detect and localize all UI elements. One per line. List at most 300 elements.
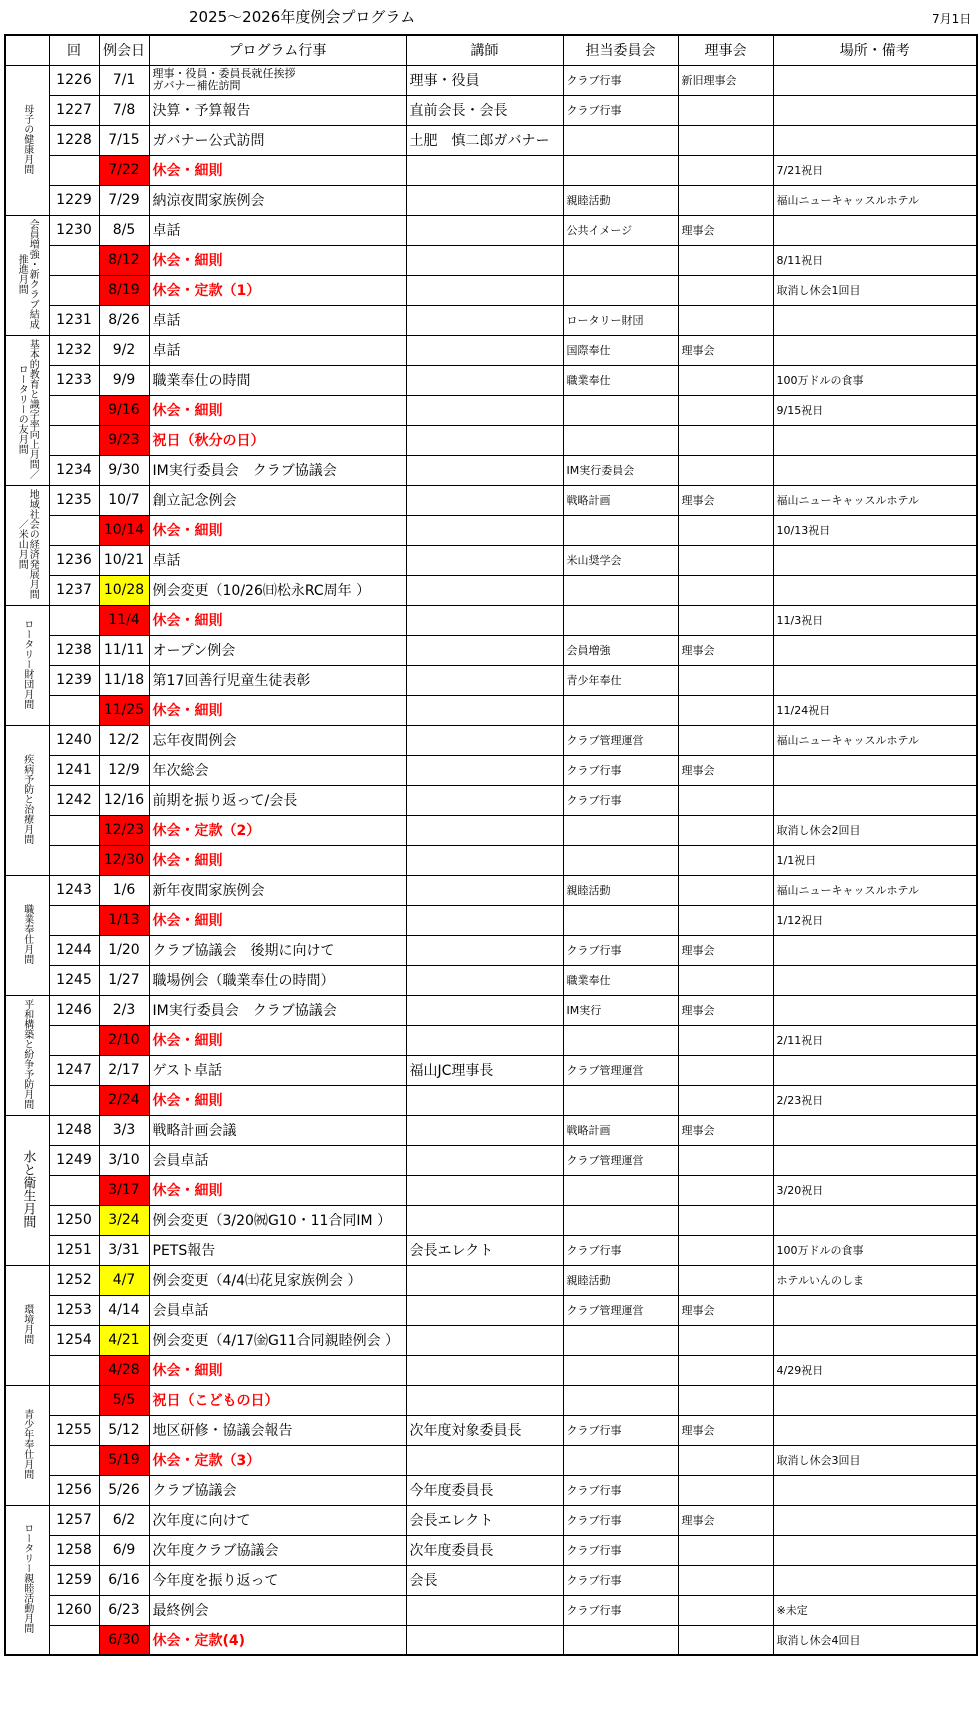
lecturer bbox=[406, 515, 563, 545]
header-month bbox=[5, 35, 49, 65]
location-note bbox=[773, 305, 977, 335]
meeting-date: 7/15 bbox=[99, 125, 149, 155]
meeting-number: 1226 bbox=[49, 65, 99, 95]
meeting-date: 8/19 bbox=[99, 275, 149, 305]
program-event: 休会・定款（1） bbox=[149, 275, 406, 305]
meeting-date: 10/7 bbox=[99, 485, 149, 515]
program-event: 休会・細則 bbox=[149, 845, 406, 875]
program-event: 卓話 bbox=[149, 545, 406, 575]
meeting-date: 8/12 bbox=[99, 245, 149, 275]
table-row bbox=[5, 845, 977, 875]
meeting-date: 10/28 bbox=[99, 575, 149, 605]
lecturer: 福山JC理事長 bbox=[406, 1055, 563, 1085]
table-row bbox=[5, 875, 977, 905]
location-note bbox=[773, 665, 977, 695]
table-row bbox=[5, 1355, 977, 1385]
lecturer bbox=[406, 965, 563, 995]
lecturer bbox=[406, 245, 563, 275]
lecturer bbox=[406, 1595, 563, 1625]
board-meeting bbox=[678, 1025, 773, 1055]
table-row bbox=[5, 1415, 977, 1445]
table-row bbox=[5, 215, 977, 245]
lecturer bbox=[406, 1355, 563, 1385]
program-event: 前期を振り返って/会長 bbox=[149, 785, 406, 815]
program-event: 今年度を振り返って bbox=[149, 1565, 406, 1595]
program-event: 休会・細則 bbox=[149, 1085, 406, 1115]
month-theme-label: 職業奉仕月間 bbox=[21, 903, 33, 964]
board-meeting bbox=[678, 365, 773, 395]
committee bbox=[563, 1325, 678, 1355]
meeting-number bbox=[49, 1085, 99, 1115]
meeting-date: 6/9 bbox=[99, 1535, 149, 1565]
table-row bbox=[5, 635, 977, 665]
table-row bbox=[5, 395, 977, 425]
meeting-date: 12/16 bbox=[99, 785, 149, 815]
location-note: 取消し休会2回目 bbox=[773, 815, 977, 845]
meeting-number bbox=[49, 815, 99, 845]
location-note bbox=[773, 1115, 977, 1145]
meeting-number: 1258 bbox=[49, 1535, 99, 1565]
meeting-number: 1259 bbox=[49, 1565, 99, 1595]
lecturer bbox=[406, 335, 563, 365]
committee: 公共イメージ bbox=[563, 215, 678, 245]
board-meeting bbox=[678, 395, 773, 425]
meeting-number: 1256 bbox=[49, 1475, 99, 1505]
table-row bbox=[5, 1115, 977, 1145]
meeting-number: 1260 bbox=[49, 1595, 99, 1625]
committee: クラブ管理運営 bbox=[563, 1295, 678, 1325]
board-meeting bbox=[678, 1235, 773, 1265]
board-meeting: 理事会 bbox=[678, 1115, 773, 1145]
program-event: 休会・細則 bbox=[149, 155, 406, 185]
table-row bbox=[5, 1535, 977, 1565]
program-event: 例会変更（4/17㈮G11合同親睦例会 ） bbox=[149, 1325, 406, 1355]
lecturer: 次年度委員長 bbox=[406, 1535, 563, 1565]
program-event: 祝日（秋分の日） bbox=[149, 425, 406, 455]
meeting-number: 1234 bbox=[49, 455, 99, 485]
program-event: 休会・定款(4) bbox=[149, 1625, 406, 1655]
board-meeting bbox=[678, 1445, 773, 1475]
meeting-date: 2/17 bbox=[99, 1055, 149, 1085]
location-note: 100万ドルの食事 bbox=[773, 365, 977, 395]
committee bbox=[563, 125, 678, 155]
committee bbox=[563, 605, 678, 635]
board-meeting: 理事会 bbox=[678, 335, 773, 365]
committee: クラブ行事 bbox=[563, 1565, 678, 1595]
meeting-date: 2/24 bbox=[99, 1085, 149, 1115]
table-row bbox=[5, 755, 977, 785]
table-row bbox=[5, 335, 977, 365]
board-meeting: 理事会 bbox=[678, 1505, 773, 1535]
committee: クラブ行事 bbox=[563, 1235, 678, 1265]
lecturer bbox=[406, 1175, 563, 1205]
table-row bbox=[5, 1445, 977, 1475]
program-event: 祝日（こどもの日） bbox=[149, 1385, 406, 1415]
meeting-number bbox=[49, 245, 99, 275]
board-meeting bbox=[678, 785, 773, 815]
committee bbox=[563, 1385, 678, 1415]
location-note: 11/3祝日 bbox=[773, 605, 977, 635]
meeting-date: 11/4 bbox=[99, 605, 149, 635]
lecturer bbox=[406, 1265, 563, 1295]
month-theme-cell bbox=[5, 875, 49, 995]
table-row bbox=[5, 1205, 977, 1235]
board-meeting bbox=[678, 125, 773, 155]
committee: 戦略計画 bbox=[563, 485, 678, 515]
committee bbox=[563, 1445, 678, 1475]
location-note bbox=[773, 1325, 977, 1355]
lecturer: 直前会長・会長 bbox=[406, 95, 563, 125]
location-note bbox=[773, 1565, 977, 1595]
table-row bbox=[5, 95, 977, 125]
header-location-note: 場所・備考 bbox=[773, 35, 977, 65]
meeting-date: 11/25 bbox=[99, 695, 149, 725]
location-note bbox=[773, 1535, 977, 1565]
committee: 米山奨学会 bbox=[563, 545, 678, 575]
meeting-date: 6/2 bbox=[99, 1505, 149, 1535]
meeting-date: 5/12 bbox=[99, 1415, 149, 1445]
page-title: 2025～2026年度例会プログラム bbox=[189, 8, 416, 26]
program-event: 卓話 bbox=[149, 305, 406, 335]
meeting-number: 1250 bbox=[49, 1205, 99, 1235]
month-theme-cell bbox=[5, 995, 49, 1115]
lecturer bbox=[406, 485, 563, 515]
location-note: 4/29祝日 bbox=[773, 1355, 977, 1385]
table-row bbox=[5, 485, 977, 515]
program-table bbox=[4, 34, 978, 1656]
board-meeting bbox=[678, 1265, 773, 1295]
table-row bbox=[5, 1625, 977, 1655]
board-meeting bbox=[678, 1565, 773, 1595]
program-event: 納涼夜間家族例会 bbox=[149, 185, 406, 215]
location-note: 7/21祝日 bbox=[773, 155, 977, 185]
location-note bbox=[773, 935, 977, 965]
committee: IM実行委員会 bbox=[563, 455, 678, 485]
location-note: 100万ドルの食事 bbox=[773, 1235, 977, 1265]
meeting-number bbox=[49, 275, 99, 305]
meeting-number: 1240 bbox=[49, 725, 99, 755]
month-theme-cell bbox=[5, 725, 49, 875]
meeting-number: 1245 bbox=[49, 965, 99, 995]
location-note: ホテルいんのしま bbox=[773, 1265, 977, 1295]
location-note bbox=[773, 455, 977, 485]
table-row bbox=[5, 155, 977, 185]
meeting-date: 1/13 bbox=[99, 905, 149, 935]
table-row bbox=[5, 965, 977, 995]
location-note: ※未定 bbox=[773, 1595, 977, 1625]
board-meeting: 理事会 bbox=[678, 635, 773, 665]
program-event: 次年度に向けて bbox=[149, 1505, 406, 1535]
program-event: クラブ協議会 bbox=[149, 1475, 406, 1505]
meeting-date: 2/10 bbox=[99, 1025, 149, 1055]
board-meeting bbox=[678, 575, 773, 605]
table-row bbox=[5, 905, 977, 935]
location-note: 11/24祝日 bbox=[773, 695, 977, 725]
committee bbox=[563, 815, 678, 845]
location-note bbox=[773, 785, 977, 815]
meeting-number: 1243 bbox=[49, 875, 99, 905]
committee: クラブ管理運営 bbox=[563, 1055, 678, 1085]
program-event: 次年度クラブ協議会 bbox=[149, 1535, 406, 1565]
table-row bbox=[5, 1085, 977, 1115]
committee: クラブ行事 bbox=[563, 1415, 678, 1445]
board-meeting bbox=[678, 665, 773, 695]
meeting-date: 9/30 bbox=[99, 455, 149, 485]
committee: 職業奉仕 bbox=[563, 965, 678, 995]
meeting-number bbox=[49, 395, 99, 425]
meeting-number: 1247 bbox=[49, 1055, 99, 1085]
table-row bbox=[5, 695, 977, 725]
location-note bbox=[773, 1295, 977, 1325]
board-meeting bbox=[678, 455, 773, 485]
meeting-date: 5/5 bbox=[99, 1385, 149, 1415]
meeting-number bbox=[49, 425, 99, 455]
meeting-number: 1244 bbox=[49, 935, 99, 965]
table-row bbox=[5, 1595, 977, 1625]
meeting-number: 1242 bbox=[49, 785, 99, 815]
table-row bbox=[5, 1025, 977, 1055]
meeting-number bbox=[49, 155, 99, 185]
table-row bbox=[5, 995, 977, 1025]
program-event: 第17回善行児童生徒表彰 bbox=[149, 665, 406, 695]
meeting-date: 12/23 bbox=[99, 815, 149, 845]
header-lecturer: 講師 bbox=[406, 35, 563, 65]
location-note: 2/11祝日 bbox=[773, 1025, 977, 1055]
committee bbox=[563, 1205, 678, 1235]
meeting-date: 3/10 bbox=[99, 1145, 149, 1175]
board-meeting bbox=[678, 875, 773, 905]
table-row bbox=[5, 545, 977, 575]
table-row bbox=[5, 1235, 977, 1265]
committee: 国際奉仕 bbox=[563, 335, 678, 365]
program-event: 休会・定款（3） bbox=[149, 1445, 406, 1475]
lecturer bbox=[406, 1115, 563, 1145]
header-meeting-date: 例会日 bbox=[99, 35, 149, 65]
program-event: 例会変更（3/20㈷G10・11合同IM ） bbox=[149, 1205, 406, 1235]
committee: クラブ行事 bbox=[563, 755, 678, 785]
board-meeting bbox=[678, 1325, 773, 1355]
location-note: 8/11祝日 bbox=[773, 245, 977, 275]
program-event: 卓話 bbox=[149, 335, 406, 365]
meeting-number bbox=[49, 1355, 99, 1385]
meeting-date: 9/9 bbox=[99, 365, 149, 395]
table-row bbox=[5, 455, 977, 485]
meeting-number: 1241 bbox=[49, 755, 99, 785]
table-row bbox=[5, 65, 977, 95]
lecturer bbox=[406, 1085, 563, 1115]
board-meeting bbox=[678, 1355, 773, 1385]
table-row bbox=[5, 425, 977, 455]
program-event: 休会・定款（2） bbox=[149, 815, 406, 845]
month-theme-cell bbox=[5, 215, 49, 335]
program-event: 会員卓話 bbox=[149, 1145, 406, 1175]
committee bbox=[563, 1025, 678, 1055]
location-note bbox=[773, 1385, 977, 1415]
month-theme-cell bbox=[5, 335, 49, 485]
table-row bbox=[5, 935, 977, 965]
lecturer bbox=[406, 425, 563, 455]
program-event: 新年夜間家族例会 bbox=[149, 875, 406, 905]
meeting-number bbox=[49, 1625, 99, 1655]
header-row bbox=[5, 35, 977, 65]
meeting-date: 1/20 bbox=[99, 935, 149, 965]
committee: 親睦活動 bbox=[563, 185, 678, 215]
table-row bbox=[5, 365, 977, 395]
table-row bbox=[5, 1565, 977, 1595]
location-note bbox=[773, 125, 977, 155]
program-event: 地区研修・協議会報告 bbox=[149, 1415, 406, 1445]
location-note bbox=[773, 65, 977, 95]
lecturer bbox=[406, 845, 563, 875]
board-meeting bbox=[678, 1535, 773, 1565]
location-note: 3/20祝日 bbox=[773, 1175, 977, 1205]
month-theme-label: ロータリー親睦活動月間 bbox=[21, 1523, 33, 1634]
location-note bbox=[773, 425, 977, 455]
meeting-number: 1227 bbox=[49, 95, 99, 125]
committee: クラブ行事 bbox=[563, 1505, 678, 1535]
table-row bbox=[5, 815, 977, 845]
board-meeting bbox=[678, 305, 773, 335]
meeting-date: 10/14 bbox=[99, 515, 149, 545]
month-theme-cell bbox=[5, 1265, 49, 1385]
program-event: 休会・細則 bbox=[149, 245, 406, 275]
board-meeting bbox=[678, 845, 773, 875]
program-event: ガバナー公式訪問 bbox=[149, 125, 406, 155]
meeting-number bbox=[49, 695, 99, 725]
board-meeting bbox=[678, 1085, 773, 1115]
board-meeting: 理事会 bbox=[678, 1415, 773, 1445]
lecturer bbox=[406, 665, 563, 695]
committee: クラブ行事 bbox=[563, 65, 678, 95]
committee: ロータリー財団 bbox=[563, 305, 678, 335]
program-event: 休会・細則 bbox=[149, 1355, 406, 1385]
meeting-date: 7/22 bbox=[99, 155, 149, 185]
program-event: 例会変更（4/4㈯花見家族例会 ） bbox=[149, 1265, 406, 1295]
table-row bbox=[5, 1295, 977, 1325]
lecturer bbox=[406, 1325, 563, 1355]
meeting-number: 1228 bbox=[49, 125, 99, 155]
lecturer bbox=[406, 905, 563, 935]
location-note bbox=[773, 1145, 977, 1175]
meeting-number bbox=[49, 845, 99, 875]
meeting-number bbox=[49, 1175, 99, 1205]
table-row bbox=[5, 1475, 977, 1505]
location-note: 2/23祝日 bbox=[773, 1085, 977, 1115]
board-meeting bbox=[678, 1475, 773, 1505]
board-meeting bbox=[678, 905, 773, 935]
table-row bbox=[5, 245, 977, 275]
header-program: プログラム行事 bbox=[149, 35, 406, 65]
program-event: 休会・細則 bbox=[149, 1175, 406, 1205]
meeting-number bbox=[49, 515, 99, 545]
lecturer: 次年度対象委員長 bbox=[406, 1415, 563, 1445]
header-committee: 担当委員会 bbox=[563, 35, 678, 65]
board-meeting bbox=[678, 515, 773, 545]
board-meeting: 理事会 bbox=[678, 935, 773, 965]
program-event: 休会・細則 bbox=[149, 605, 406, 635]
meeting-date: 3/3 bbox=[99, 1115, 149, 1145]
lecturer bbox=[406, 365, 563, 395]
location-note: 1/1祝日 bbox=[773, 845, 977, 875]
meeting-date: 3/17 bbox=[99, 1175, 149, 1205]
committee bbox=[563, 275, 678, 305]
meeting-date: 1/27 bbox=[99, 965, 149, 995]
meeting-number: 1233 bbox=[49, 365, 99, 395]
meeting-number: 1232 bbox=[49, 335, 99, 365]
table-row bbox=[5, 1385, 977, 1415]
meeting-number: 1231 bbox=[49, 305, 99, 335]
lecturer bbox=[406, 305, 563, 335]
month-theme-label: 平和構築と紛争予防月間 bbox=[21, 998, 33, 1109]
committee bbox=[563, 395, 678, 425]
location-note bbox=[773, 1505, 977, 1535]
committee bbox=[563, 155, 678, 185]
board-meeting bbox=[678, 1595, 773, 1625]
lecturer bbox=[406, 1295, 563, 1325]
table-row bbox=[5, 185, 977, 215]
meeting-date: 11/11 bbox=[99, 635, 149, 665]
program-event: 休会・細則 bbox=[149, 515, 406, 545]
month-theme-label: 疾病予防と治療月間 bbox=[21, 753, 33, 844]
table-row bbox=[5, 1145, 977, 1175]
meeting-number: 1246 bbox=[49, 995, 99, 1025]
month-theme-label: 母子の健康月間 bbox=[21, 103, 33, 174]
board-meeting bbox=[678, 95, 773, 125]
committee bbox=[563, 1355, 678, 1385]
committee: 親睦活動 bbox=[563, 875, 678, 905]
meeting-number: 1239 bbox=[49, 665, 99, 695]
board-meeting bbox=[678, 1385, 773, 1415]
month-theme-cell bbox=[5, 1385, 49, 1505]
program-event: 職業奉仕の時間 bbox=[149, 365, 406, 395]
meeting-date: 9/16 bbox=[99, 395, 149, 425]
board-meeting bbox=[678, 1205, 773, 1235]
lecturer bbox=[406, 935, 563, 965]
program-event: 忘年夜間例会 bbox=[149, 725, 406, 755]
program-event: 会員卓話 bbox=[149, 1295, 406, 1325]
program-event: 年次総会 bbox=[149, 755, 406, 785]
meeting-date: 4/28 bbox=[99, 1355, 149, 1385]
board-meeting: 理事会 bbox=[678, 485, 773, 515]
location-note bbox=[773, 1055, 977, 1085]
meeting-date: 6/30 bbox=[99, 1625, 149, 1655]
lecturer bbox=[406, 215, 563, 245]
table-row bbox=[5, 1055, 977, 1085]
program-event: 最終例会 bbox=[149, 1595, 406, 1625]
lecturer bbox=[406, 785, 563, 815]
location-note: 1/12祝日 bbox=[773, 905, 977, 935]
committee bbox=[563, 1175, 678, 1205]
meeting-date: 9/2 bbox=[99, 335, 149, 365]
table-row bbox=[5, 305, 977, 335]
lecturer bbox=[406, 545, 563, 575]
lecturer bbox=[406, 605, 563, 635]
table-row bbox=[5, 665, 977, 695]
lecturer bbox=[406, 155, 563, 185]
table-row bbox=[5, 575, 977, 605]
committee: クラブ管理運営 bbox=[563, 1145, 678, 1175]
meeting-date: 2/3 bbox=[99, 995, 149, 1025]
committee: クラブ行事 bbox=[563, 785, 678, 815]
lecturer bbox=[406, 1025, 563, 1055]
board-meeting: 理事会 bbox=[678, 995, 773, 1025]
meeting-date: 9/23 bbox=[99, 425, 149, 455]
month-theme-label: 環境月間 bbox=[21, 1303, 33, 1344]
committee: 戦略計画 bbox=[563, 1115, 678, 1145]
meeting-date: 7/1 bbox=[99, 65, 149, 95]
board-meeting bbox=[678, 605, 773, 635]
location-note: 福山ニューキャッスルホテル bbox=[773, 485, 977, 515]
